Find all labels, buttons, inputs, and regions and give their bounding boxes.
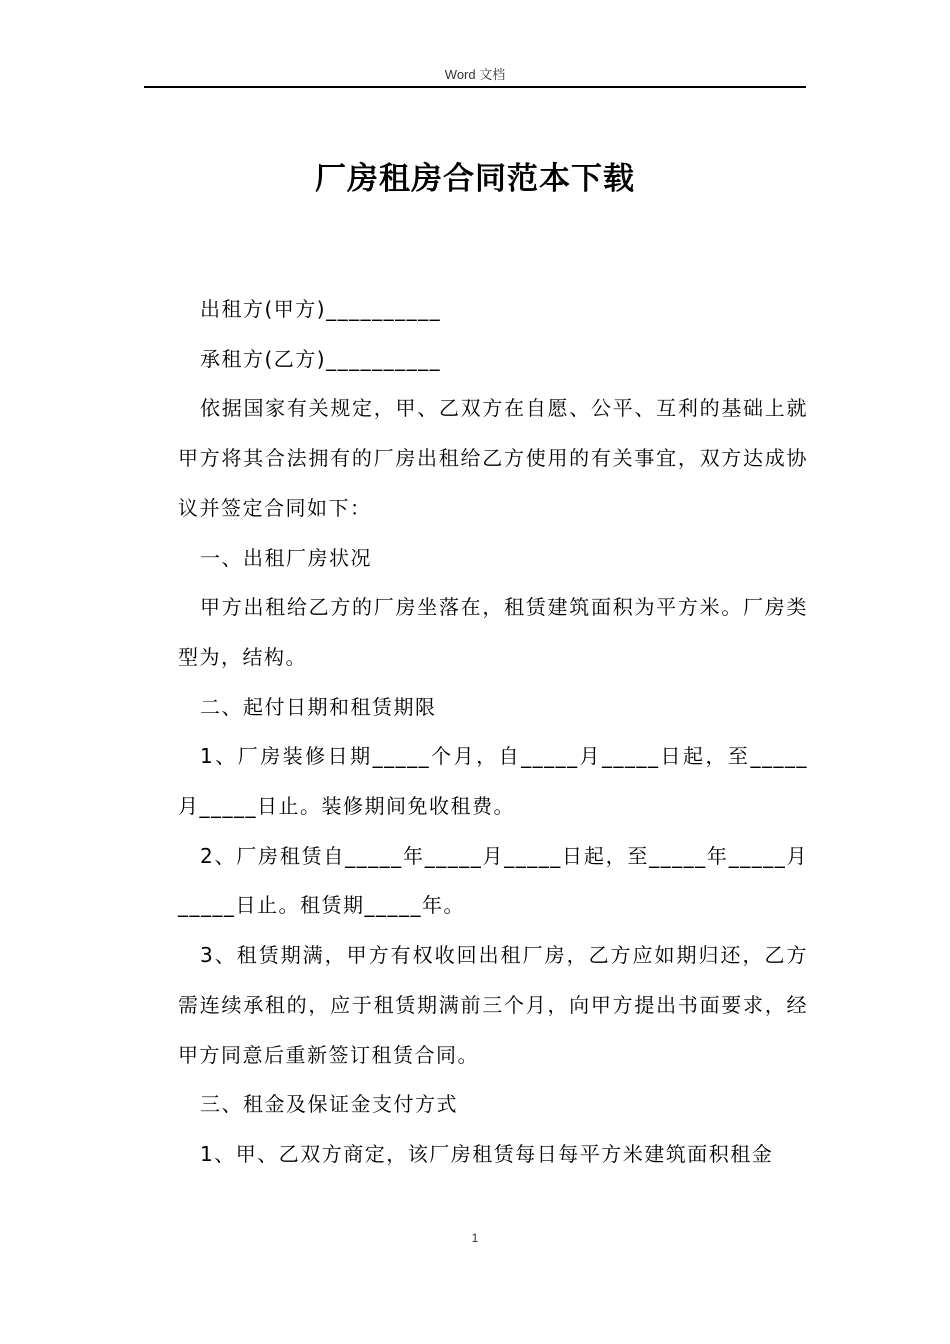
paragraph-clause-2-2: 2、厂房租赁自_____年_____月_____日起，至_____年_____月_____日止。租赁期_____年。 (178, 843, 808, 918)
page-number: 1 (471, 1231, 479, 1245)
paragraph-clause-2-1: 1、厂房装修日期_____个月，自_____月_____日起，至_____月_____日止。装修期间免收租费。 (178, 744, 808, 819)
document-body (178, 285, 808, 1180)
document-title: 厂房租房合同范本下载 (315, 161, 635, 197)
header-divider (144, 86, 806, 88)
section-heading-3: 三、租金及保证金支付方式 (200, 1092, 458, 1117)
paragraph-lessee: 承租方(乙方)__________ (200, 346, 442, 371)
section-heading-2: 二、起付日期和租赁期限 (200, 694, 437, 719)
section-heading-1: 一、出租厂房状况 (200, 545, 372, 570)
paragraph-preamble: 依据国家有关规定，甲、乙双方在自愿、公平、互利的基础上就甲方将其合法拥有的厂房出租给乙方使用的有关事宜，双方达成协议并签定合同如下： (178, 396, 808, 520)
paragraph-property: 甲方出租给乙方的厂房坐落在，租赁建筑面积为平方米。厂房类型为，结构。 (178, 595, 808, 669)
page-header-label: Word 文档 (444, 67, 506, 82)
paragraph-clause-3-1: 1、甲、乙双方商定，该厂房租赁每日每平方米建筑面积租金 (200, 1141, 774, 1166)
paragraph-clause-2-3: 3、租赁期满，甲方有权收回出租厂房，乙方应如期归还，乙方需连续承租的，应于租赁期满前三个月，向甲方提出书面要求，经甲方同意后重新签订租赁合同。 (178, 943, 808, 1067)
paragraph-lessor: 出租方(甲方)__________ (200, 297, 442, 321)
